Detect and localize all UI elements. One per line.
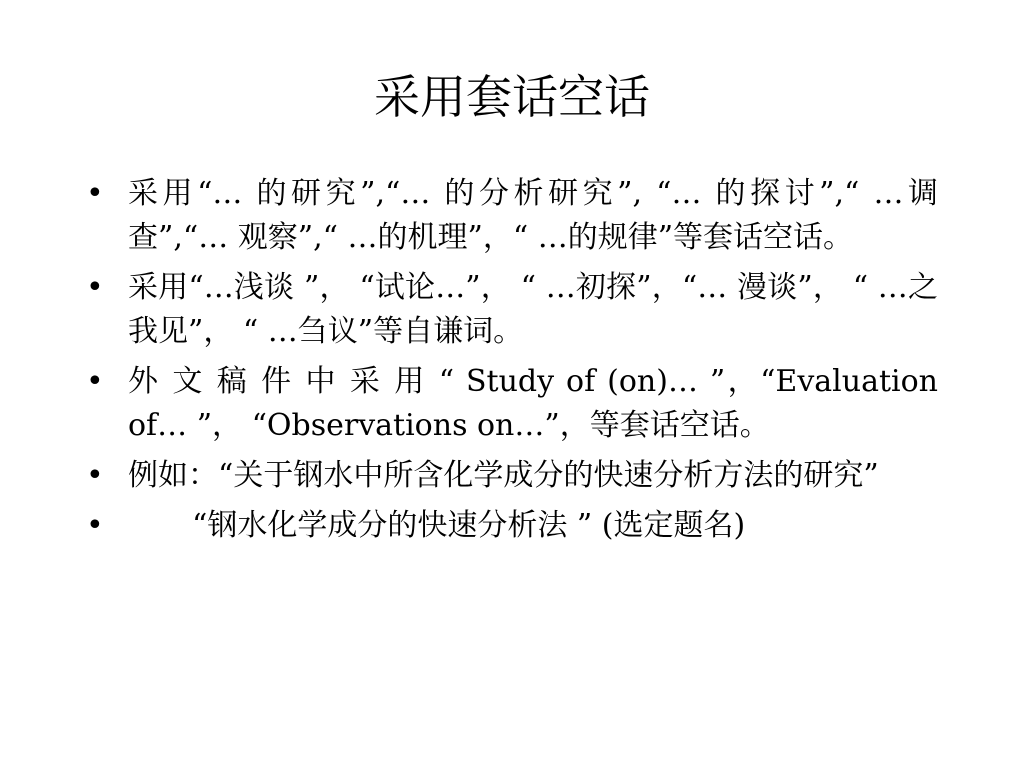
bullet-list bbox=[86, 172, 938, 554]
bullet-text: 例如：“关于钢水中所含化学成分的快速分析方法的研究” bbox=[128, 458, 879, 493]
bullet-item-4 bbox=[86, 454, 938, 498]
bullet-text: 外 文 稿 件 中 采 用 “ Study of (on)… ”，“Evaluation of… ”， “Observations on…”，等套话空话。 bbox=[128, 364, 938, 443]
bullet-icon: • bbox=[86, 508, 104, 543]
bullet-text: “钢水化学成分的快速分析法 ” (选定题名) bbox=[192, 508, 746, 543]
slide-title: 采用套话空话 bbox=[374, 69, 650, 124]
bullet-text: 采用“…浅谈 ”， “试论…”， “ …初探”，“… 漫谈”， “ …之我见”， “ …刍议”等自谦词。 bbox=[128, 270, 938, 349]
bullet-item-5 bbox=[86, 504, 938, 548]
bullet-item-2 bbox=[86, 266, 938, 354]
bullet-icon: • bbox=[86, 176, 104, 211]
bullet-item-3 bbox=[86, 360, 938, 448]
bullet-item-1 bbox=[86, 172, 938, 260]
bullet-icon: • bbox=[86, 458, 104, 493]
bullet-icon: • bbox=[86, 270, 104, 305]
bullet-text: 采用“… 的研究”,“… 的分析研究”, “… 的探讨”,“ …调查”,“… 观察”,“ …的机理”，“ …的规律”等套话空话。 bbox=[128, 176, 938, 255]
bullet-icon: • bbox=[86, 364, 104, 399]
